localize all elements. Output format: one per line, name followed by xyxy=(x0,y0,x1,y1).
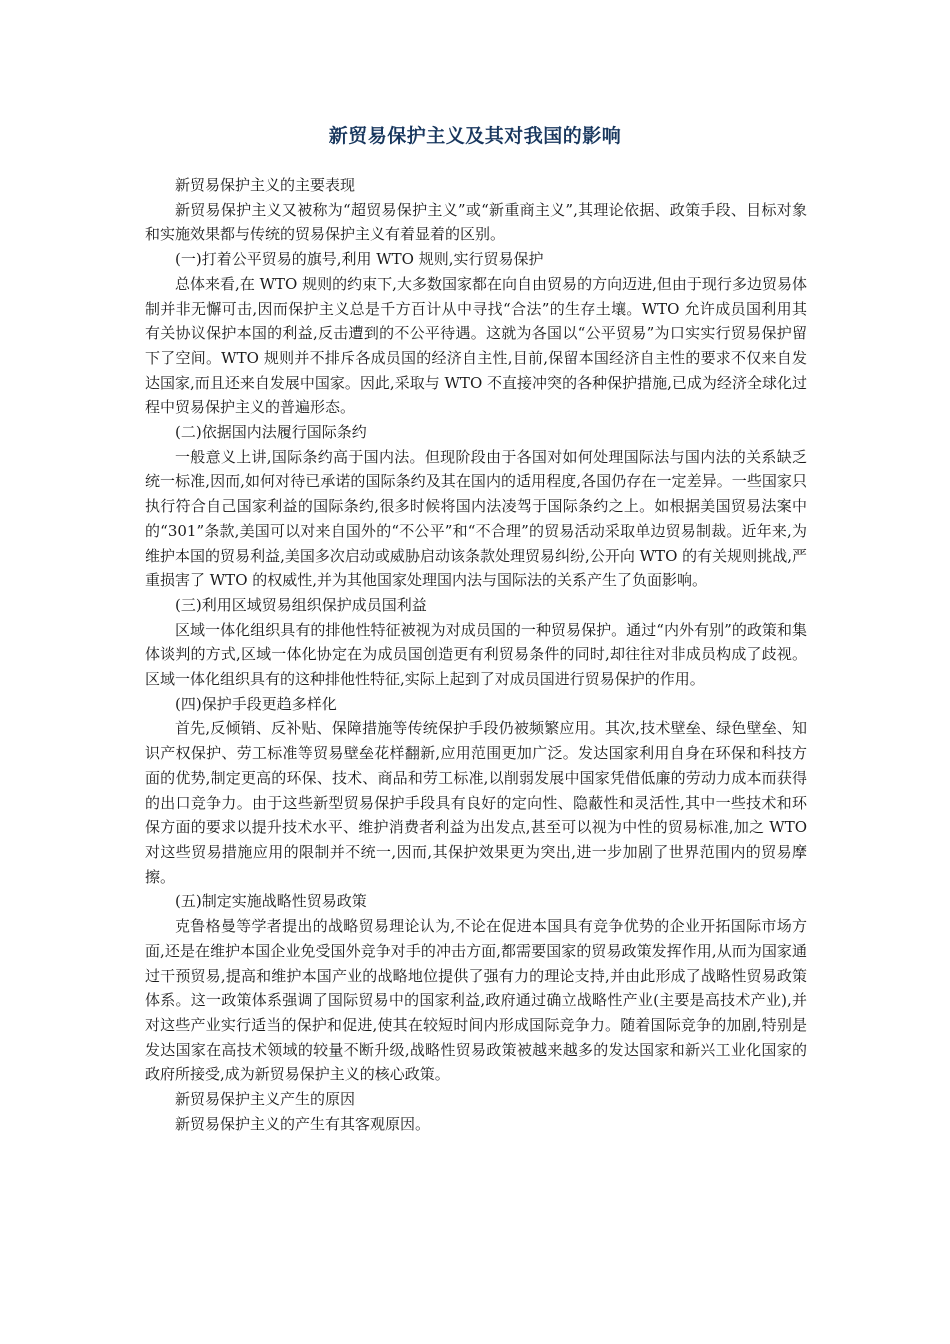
subsection-heading-4: (四)保护手段更趋多样化 xyxy=(175,694,337,713)
body-paragraph: 新贸易保护主义又被称为“超贸易保护主义”或“新重商主义”,其理论依据、政策手段、目标对象和实施效果都与传统的贸易保护主义有着显着的区别。 xyxy=(145,200,807,244)
section-heading-main-manifestations: 新贸易保护主义的主要表现 xyxy=(175,176,356,194)
subsection-heading-1: (一)打着公平贸易的旗号,利用 WTO 规则,实行贸易保护 xyxy=(175,250,544,269)
section-heading-causes: 新贸易保护主义产生的原因 xyxy=(175,1090,356,1109)
body-paragraph: 区域一体化组织具有的排他性特征被视为对成员国的一种贸易保护。通过“内外有别”的政策和集体谈判的方式,区域一体化协定在为成员国创造更有利贸易条件的同时,却往往对非成员构成了歧视。区域一体化组织具有的这种排他性特征,实际上起到了对成员国进行贸易保护的作用。 xyxy=(145,620,807,689)
body-paragraph: 总体来看,在 WTO 规则的约束下,大多数国家都在向自由贸易的方向迈进,但由于现行多边贸易体制并非无懈可击,因而保护主义总是千方百计从中寻找“合法”的生存土壤。WTO 允许成员国利用其有关协议保护本国的利益,反击遭到的不公平待遇。这就为各国以“公平贸易”为口实实行贸易保护留下了空间。WTO 规则并不排斥各成员国的经济自主性,目前,保留本国经济自主性的要求不仅来自发达国家,而且还来自发展中国家。因此,采取与 WTO 不直接冲突的各种保护措施,已成为经济全球化过程中贸易保护主义的普遍形态。 xyxy=(145,274,807,417)
subsection-heading-5: (五)制定实施战略性贸易政策 xyxy=(175,892,367,911)
body-paragraph: 克鲁格曼等学者提出的战略贸易理论认为,不论在促进本国具有竞争优势的企业开拓国际市场方面,还是在维护本国企业免受国外竞争对手的冲击方面,都需要国家的贸易政策发挥作用,从而为国家通过干预贸易,提高和维护本国产业的战略地位提供了强有力的理论支持,并由此形成了战略性贸易政策体系。这一政策体系强调了国际贸易中的国家利益,政府通过确立战略性产业(主要是高技术产业),并对这些产业实行适当的保护和促进,使其在较短时间内形成国际竞争力。随着国际竞争的加剧,特别是发达国家在高技术领域的较量不断升级,战略性贸易政策被越来越多的发达国家和新兴工业化国家的政府所接受,成为新贸易保护主义的核心政策。 xyxy=(145,917,807,1084)
document-title: 新贸易保护主义及其对我国的影响 xyxy=(328,125,622,147)
document-body xyxy=(145,173,807,1136)
body-paragraph: 首先,反倾销、反补贴、保障措施等传统保护手段仍被频繁应用。其次,技术壁垒、绿色壁垒、知识产权保护、劳工标准等贸易壁垒花样翻新,应用范围更加广泛。发达国家利用自身在环保和科技方面的优势,制定更高的环保、技术、商品和劳工标准,以削弱发展中国家凭借低廉的劳动力成本而获得的出口竞争力。由于这些新型贸易保护手段具有良好的定向性、隐蔽性和灵活性,其中一些技术和环保方面的要求以提升技术水平、维护消费者利益为出发点,甚至可以视为中性的贸易标准,加之 WTO 对这些贸易措施应用的限制并不统一,因而,其保护效果更为突出,进一步加剧了世界范围内的贸易摩擦。 xyxy=(145,719,807,886)
body-paragraph: 一般意义上讲,国际条约高于国内法。但现阶段由于各国对如何处理国际法与国内法的关系缺乏统一标准,因而,如何对待已承诺的国际条约及其在国内的适用程度,各国仍存在一定差异。一些国家只执行符合自己国家利益的国际条约,很多时候将国内法凌驾于国际条约之上。如根据美国贸易法案中的“301”条款,美国可以对来自国外的“不公平”和“不合理”的贸易活动采取单边贸易制裁。近年来,为维护本国的贸易利益,美国多次启动或威胁启动该条款处理贸易纠纷,公开向 WTO 的有关规则挑战,严重损害了 WTO 的权威性,并为其他国家处理国内法与国际法的关系产生了负面影响。 xyxy=(145,447,807,590)
subsection-heading-3: (三)利用区域贸易组织保护成员国利益 xyxy=(175,595,427,614)
subsection-heading-2: (二)依据国内法履行国际条约 xyxy=(175,423,367,442)
body-paragraph: 新贸易保护主义的产生有其客观原因。 xyxy=(175,1114,431,1133)
